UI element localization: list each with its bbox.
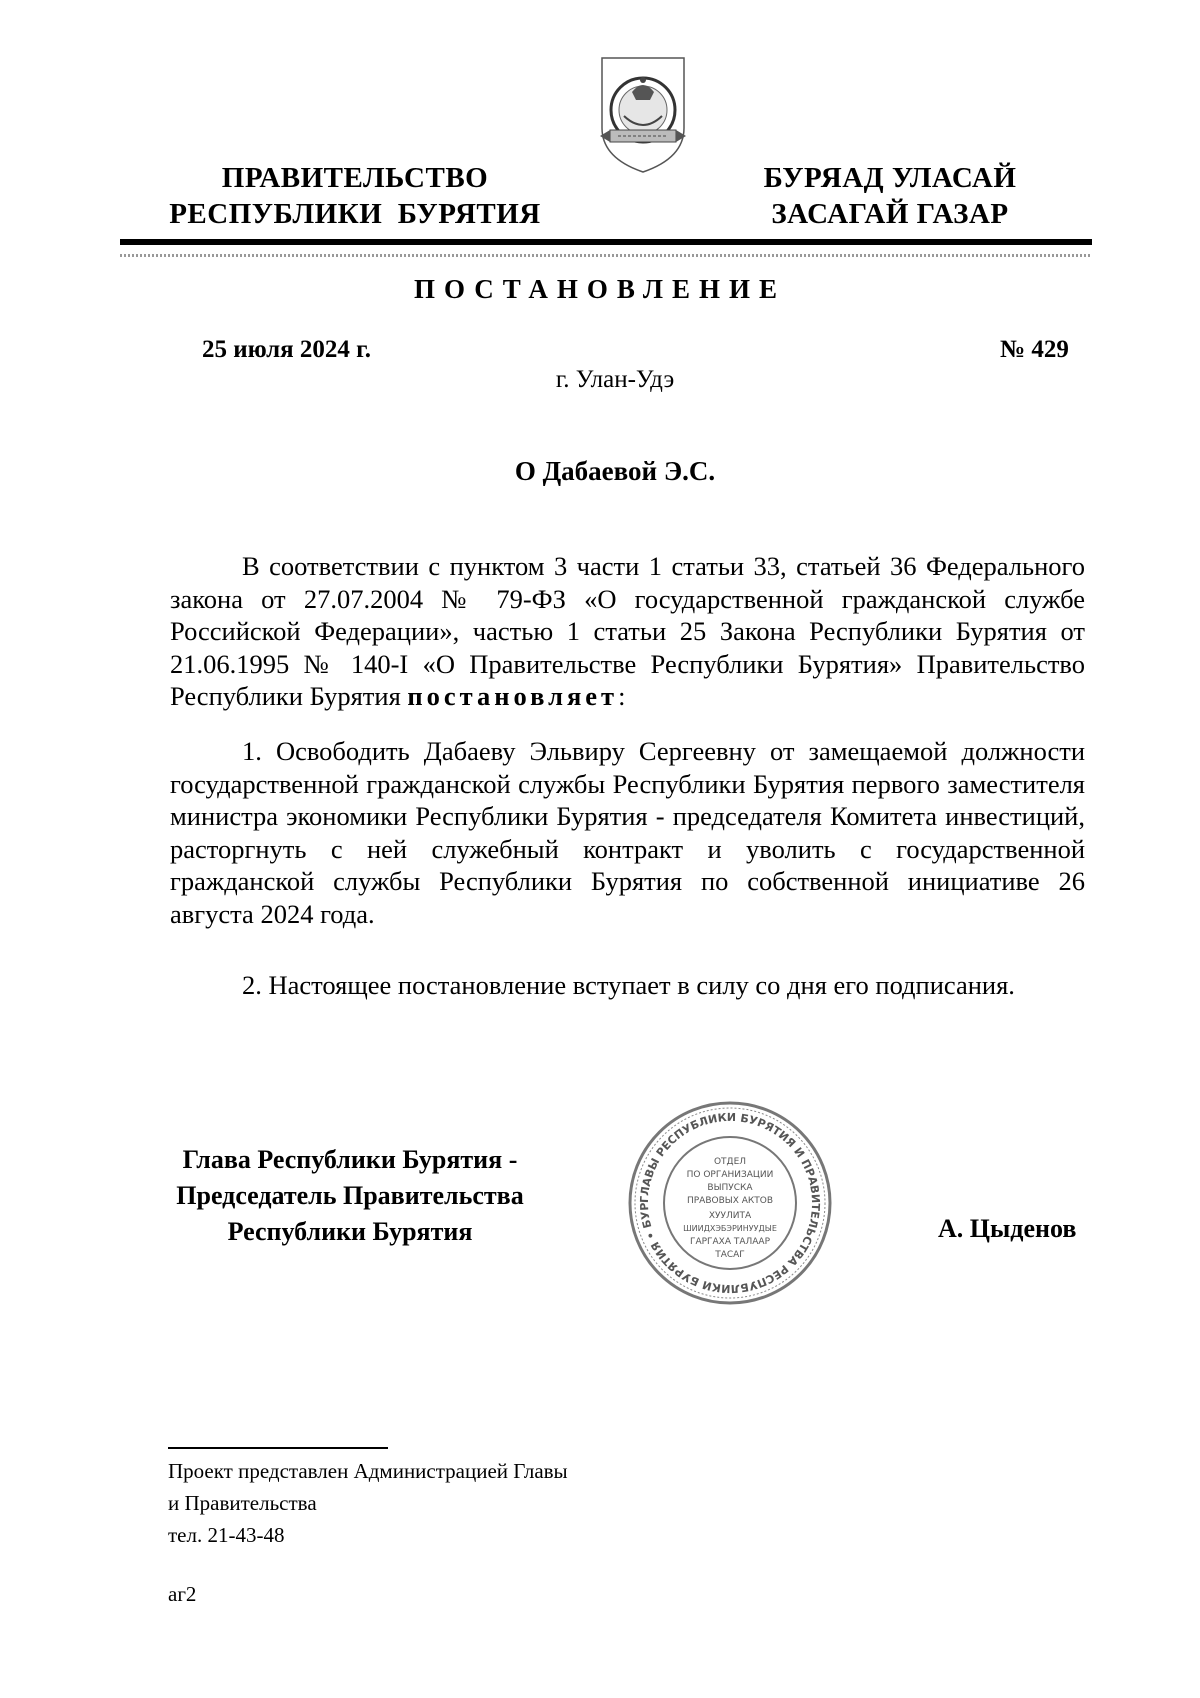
header-left — [160, 160, 550, 232]
item-2-paragraph — [170, 969, 1085, 1002]
signatory-name: А. Цыденов — [938, 1214, 1077, 1243]
seal-outer-text: ГЛАВЫ РЕСПУБЛИКИ БУРЯТИЯ И ПРАВИТЕЛЬСТВА РЕСПУБЛИКИ БУРЯТИЯ • БУР — [637, 1110, 823, 1296]
seal-inner-line: ГАРГАХА ТАЛААР — [689, 1237, 771, 1247]
header-left-line2: РЕСПУБЛИКИ БУРЯТИЯ — [169, 198, 541, 230]
item-2-text: 2. Настоящее постановление вступает в силу со дня его подписания. — [242, 970, 1015, 1000]
document-title: О Дабаевой Э.С. — [514, 456, 716, 486]
signatory-position-line3: Республики Бурятия — [227, 1217, 473, 1246]
official-seal-icon — [625, 1098, 835, 1308]
document-type: ПОСТАНОВЛЕНИЕ — [413, 274, 787, 304]
seal-inner-line: ВЫПУСКА — [707, 1183, 753, 1193]
header-divider-thin — [120, 254, 1092, 257]
item-1-text: 1. Освободить Дабаеву Эльвиру Сергеевну от замещаемой должности государственной гражданской службы Республики Бурятия первого заместителя министра экономики Республики Бурятия - председателя Комитета инвестиций, расторгнуть с ней служебный контракт и уволить с государственной гражданской службы Республики Бурятия по собственной инициативе 26 августа 2024 года. — [170, 736, 1085, 929]
seal-inner-line: ПРАВОВЫХ АКТОВ — [686, 1196, 774, 1206]
seal-inner-line: ПО ОРГАНИЗАЦИИ — [686, 1170, 774, 1180]
footnote-line1: Проект представлен Администрацией Главы — [168, 1459, 568, 1483]
coat-of-arms-icon — [588, 50, 698, 180]
seal-inner-line: ХУУЛИТА — [708, 1211, 752, 1221]
seal-inner-line: ТАСАГ — [715, 1250, 745, 1260]
signatory-position-line2: Председатель Правительства — [176, 1181, 524, 1210]
intro-text: В соответствии с пунктом 3 части 1 статьи 33, статьей 36 Федерального закона от 27.07.2004 № 79-ФЗ «О государственной гражданской службе Российской Федерации», частью 1 статьи 25 Закона Республики Бурятия от 21.06.1995 № 140-I «О Правительстве Республики Бурятия» Правительство Республики Бурятия — [170, 551, 1085, 711]
document-city: г. Улан-Удэ — [555, 366, 675, 393]
intro-paragraph — [170, 550, 1085, 713]
seal-inner-line: ШИИДХЭБЭРИНУУДЫЕ — [683, 1224, 777, 1233]
footnote-line2: и Правительства — [168, 1491, 317, 1515]
decree-word: постановляет — [407, 681, 619, 711]
footnote-line3: тел. 21-43-48 — [168, 1523, 285, 1547]
document-number: № 429 — [1000, 336, 1069, 363]
footnote-code: аг2 — [168, 1582, 197, 1606]
document-date: 25 июля 2024 г. — [202, 336, 371, 363]
header-right-line1: БУРЯАД УЛАСАЙ — [763, 162, 1017, 194]
header-left-line1: ПРАВИТЕЛЬСТВО — [221, 162, 489, 194]
signatory-position — [150, 1142, 550, 1250]
footnote-divider — [168, 1447, 388, 1449]
signatory-position-line1: Глава Республики Бурятия - — [182, 1145, 518, 1174]
seal-inner-line: ОТДЕЛ — [713, 1157, 747, 1167]
header-divider-thick — [120, 239, 1092, 245]
item-1-paragraph — [170, 735, 1085, 930]
footnote — [168, 1455, 568, 1551]
header-right-line2: ЗАСАГАЙ ГАЗАР — [771, 198, 1009, 230]
intro-end: : — [618, 681, 626, 711]
header-right — [720, 160, 1060, 232]
